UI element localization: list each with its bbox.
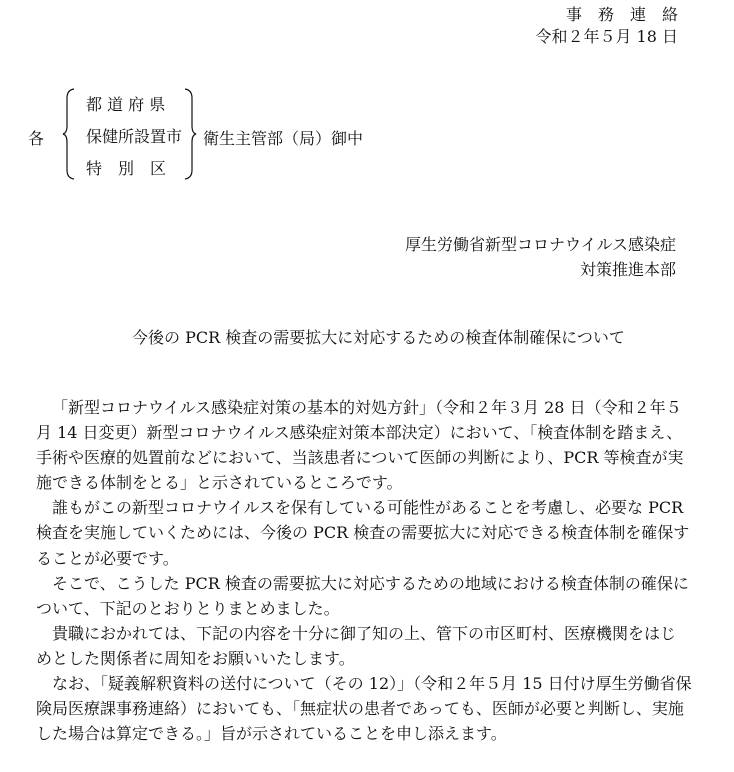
document-type-label: 事 務 連 絡 — [565, 5, 678, 24]
paragraph-line: そこで、こうした PCR 検査の需要拡大に対応するための地域における検査体制の確保に — [52, 573, 689, 593]
paragraph-line: なお、「疑義解釈資料の送付について（その 12）」（令和２年５月 15 日付け厚生労働省保 — [52, 674, 692, 694]
right-brace — [183, 88, 197, 180]
paragraph — [36, 621, 698, 671]
paragraph — [36, 671, 698, 746]
paragraph-line: した場合は算定できる。」旨が示されていることを申し添えます。 — [36, 724, 507, 744]
paragraph-line: 「新型コロナウイルス感染症対策の基本的対処方針」（令和２年３月 28 日（令和２年５ — [52, 398, 682, 417]
paragraph-line: ることが必要です。 — [36, 548, 179, 568]
paragraph — [36, 571, 698, 621]
paragraph-line: 誰もがこの新型コロナウイルスを保有している可能性があることを考慮し、必要な PCR — [52, 498, 684, 518]
left-brace — [62, 88, 76, 180]
paragraph-line: 手術や医療的処置前などにおいて、当該患者について医師の判断により、PCR 等検査が実 — [36, 448, 684, 468]
paragraph-line: 施できる体制をとる」と示されているところです。 — [36, 473, 403, 493]
addressee-line-prefectures: 都 道 府 県 — [86, 95, 166, 114]
paragraph-line: 月 14 日変更）新型コロナウイルス感染症対策本部決定）において、「検査体制を踏まえ、 — [36, 423, 683, 443]
document-date: 令和２年５月 18 日 — [535, 27, 678, 46]
sender-line-1: 厚生労働省新型コロナウイルス感染症 — [404, 235, 676, 254]
paragraph-line: めとした関係者に周知をお願いいたします。 — [36, 648, 355, 668]
paragraph-line: 険局医療課事務連絡）においても、「無症状の患者であっても、医師が必要と判断し、実施 — [36, 699, 684, 719]
addressee-line-special-wards: 特 別 区 — [86, 159, 167, 178]
addressee-prefix: 各 — [28, 129, 45, 148]
paragraph-line: ついて、下記のとおりとりまとめました。 — [36, 598, 340, 618]
paragraph — [36, 395, 698, 495]
paragraph — [36, 495, 698, 570]
sender-line-2: 対策推進本部 — [579, 260, 676, 279]
document-subject: 今後の PCR 検査の需要拡大に対応するための検査体制確保について — [132, 328, 625, 347]
paragraph-line: 検査を実施していくためには、今後の PCR 検査の需要拡大に対応できる検査体制を確保す — [36, 523, 690, 543]
document-body — [36, 395, 698, 746]
paragraph-line: 貴職におかれては、下記の内容を十分に御了知の上、管下の市区町村、医療機関をはじ — [52, 623, 677, 643]
addressee-line-health-center-cities: 保健所設置市 — [86, 127, 183, 146]
addressee-department: 衛生主管部（局）御中 — [203, 129, 364, 148]
